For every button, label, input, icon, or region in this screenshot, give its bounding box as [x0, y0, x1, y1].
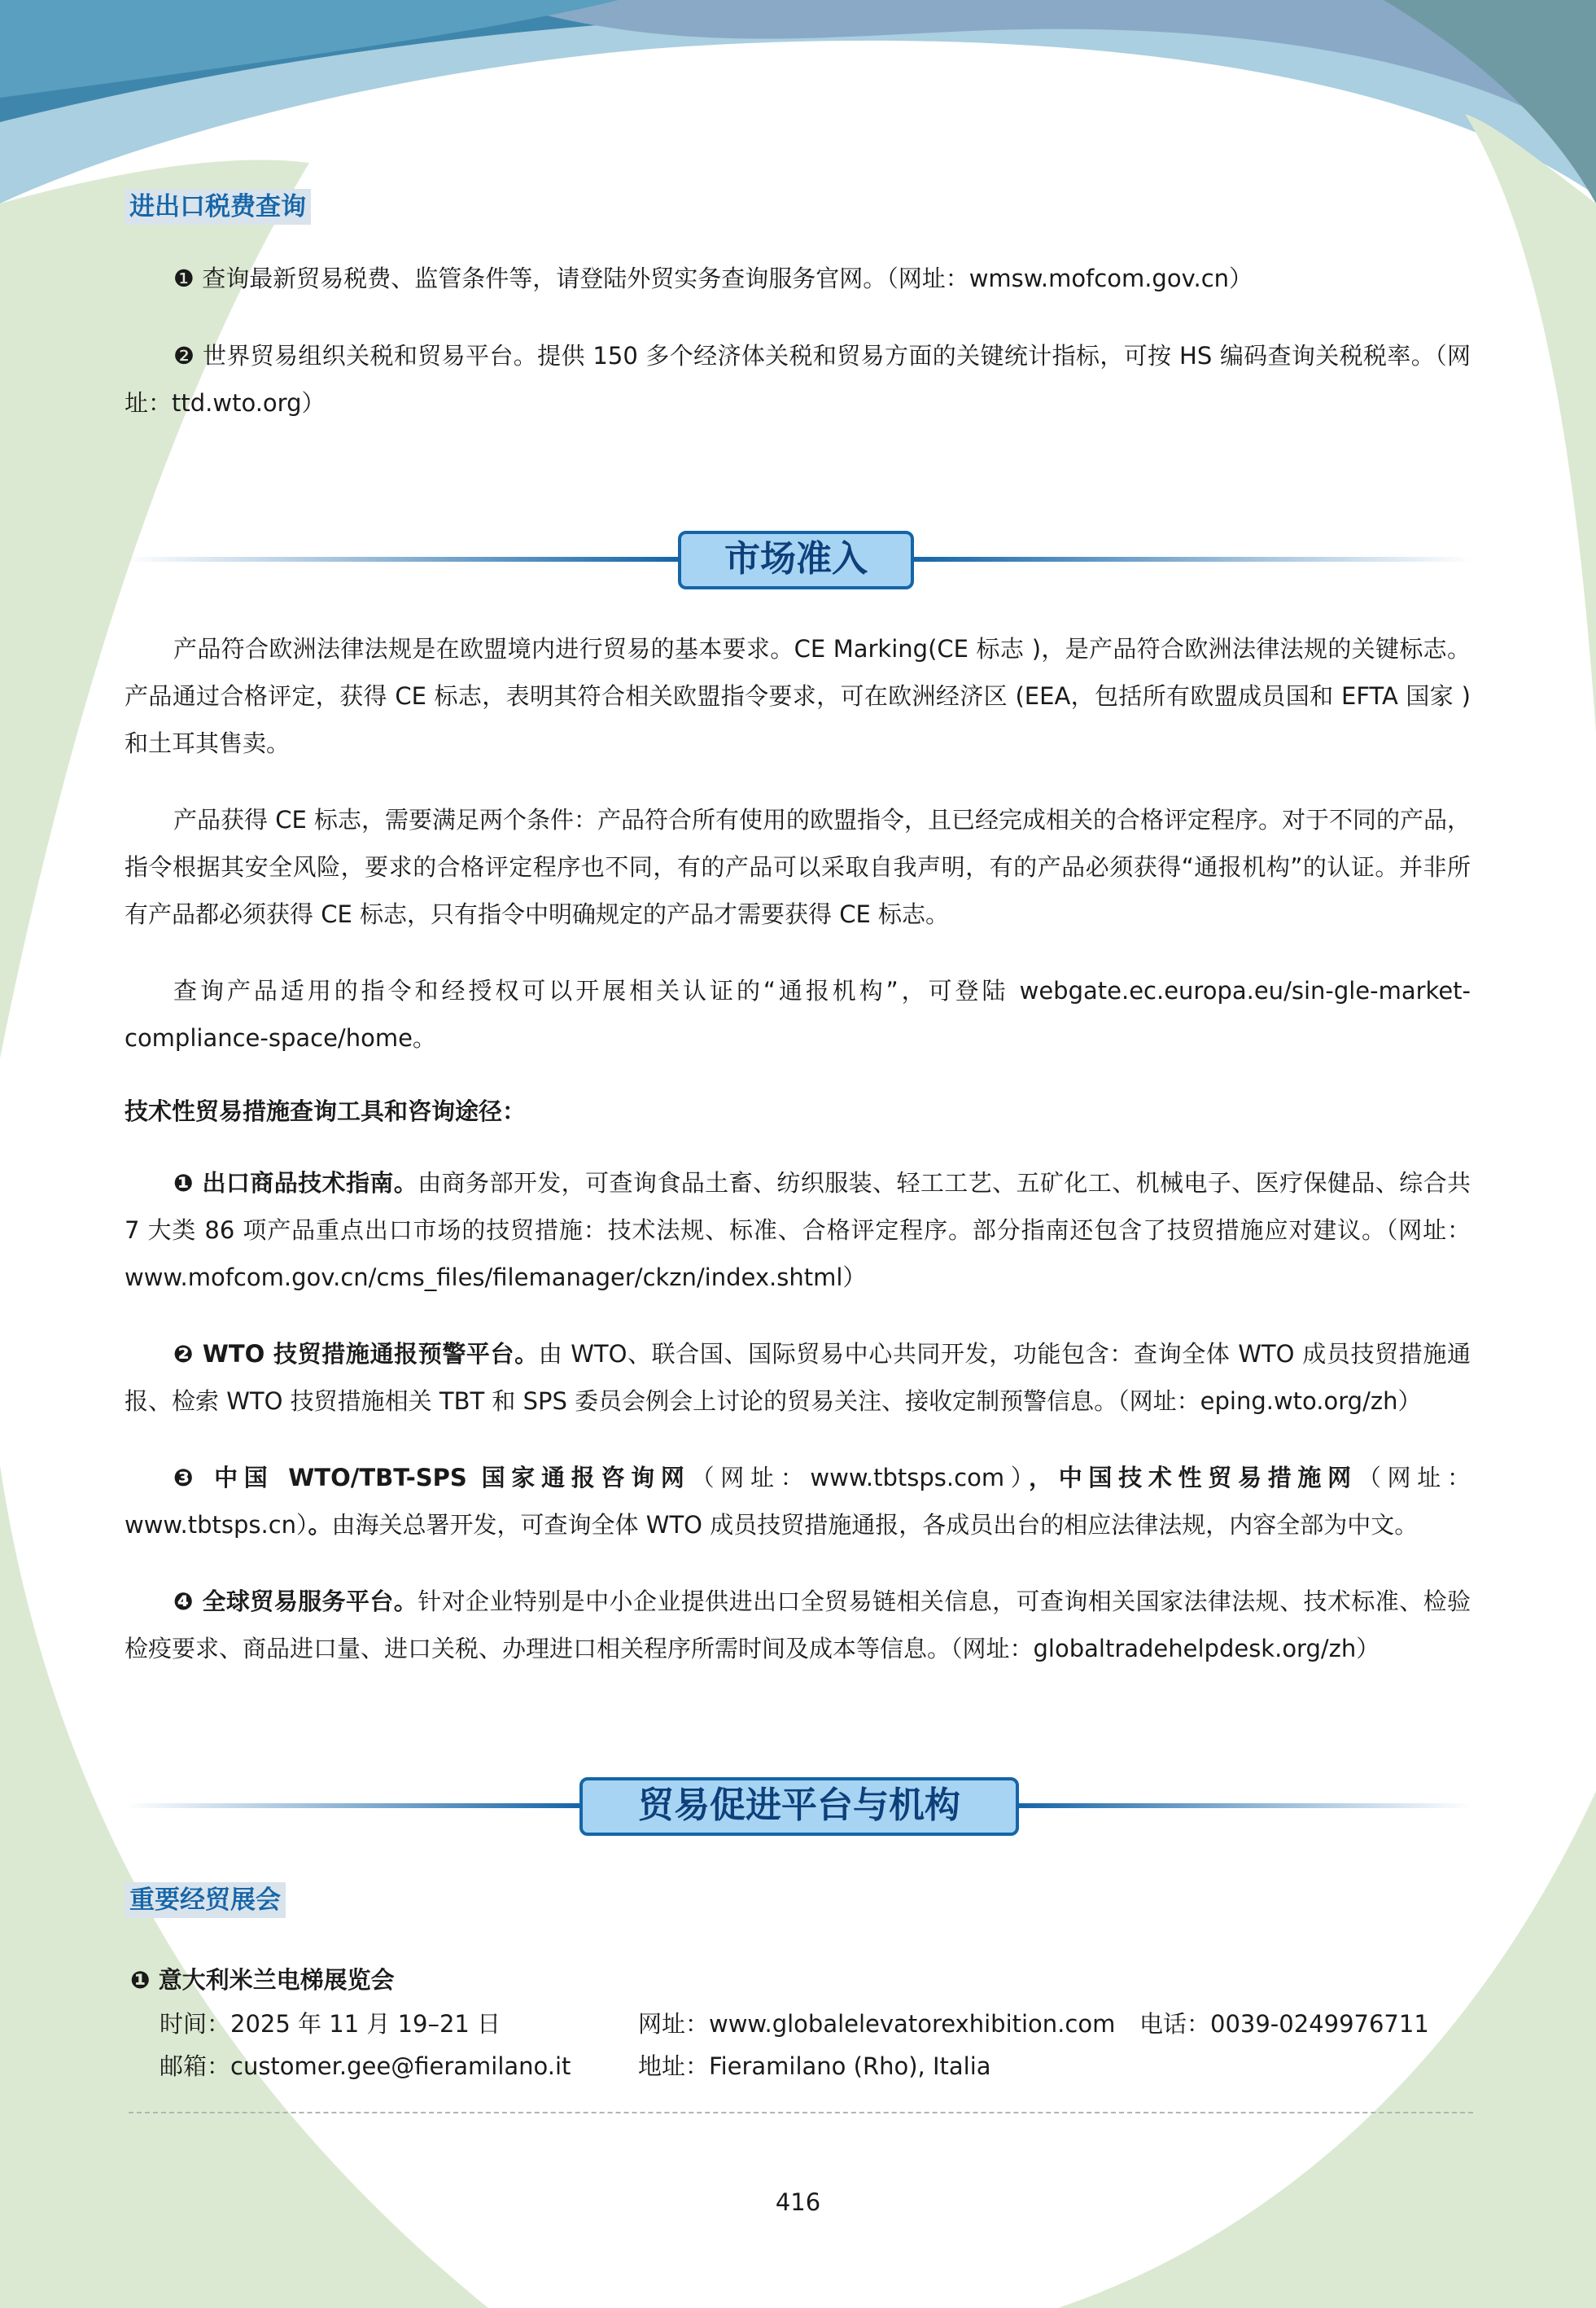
section-divider-left-2 [125, 1803, 580, 1808]
tax-subheading: 进出口税费查询 [125, 189, 311, 225]
tool-1-desc: 由商务部开发，可查询食品土畜、纺织服装、轻工工艺、五矿化工、机械电子、医疗保健品、综合共 7 大类 86 项产品重点出口市场的技贸措施：技术法规、标准、合格评定程序。部分指南还包含了技贸措施应对建议。（网址：www.mofcom.gov.cn/cms_files/filemanager/ckzn/index.shtml） [125, 1169, 1471, 1291]
tool-3-url-a: （网址：www.tbtsps.com） [690, 1464, 1029, 1491]
tool-3-title-a: ❸ 中国 WTO/TBT-SPS 国家通报咨询网 [173, 1464, 691, 1491]
tool-3-period: 。 [308, 1511, 332, 1539]
promo-section-title: 贸易促进平台与机构 [579, 1777, 1019, 1836]
market-paragraph-3: 查询产品适用的指令和经授权可以开展相关认证的“通报机构”，可登陆 webgate.ec.europa.eu/sin-gle-market-compliance-space/home。 [125, 977, 1471, 1052]
market-section-title: 市场准入 [678, 531, 914, 589]
tool-item-4 [125, 1578, 1471, 1672]
tool-3-title-b: ，中国技术性贸易措施网 [1029, 1464, 1358, 1491]
expo-name: ❶ 意大利米兰电梯展览会 [130, 1966, 395, 1994]
expo-subheading: 重要经贸展会 [125, 1882, 286, 1918]
tools-heading: 技术性贸易措施查询工具和咨询途径： [125, 1097, 527, 1125]
tax-item-2: ❷ 世界贸易组织关税和贸易平台。提供 150 多个经济体关税和贸易方面的关键统计指标，可按 HS 编码查询关税税率。（网址：ttd.wto.org） [125, 342, 1471, 417]
expo-dotted-divider [129, 2112, 1473, 2113]
tool-1-title: ❶ 出口商品技术指南。 [173, 1169, 418, 1197]
tool-2-title: ❷ WTO 技贸措施通报预警平台。 [173, 1340, 539, 1368]
market-paragraph-2: 产品获得 CE 标志，需要满足两个条件：产品符合所有使用的欧盟指令，且已经完成相关的合格评定程序。对于不同的产品，指令根据其安全风险，要求的合格评定程序也不同，有的产品可以采取自我声明，有的产品必须获得“通报机构”的认证。并非所有产品都必须获得 CE 标志，只有指令中明确规定的产品才需要获得 CE 标志。 [125, 806, 1471, 928]
expo-website: 网址：www.globalelevatorexhibition.com [638, 2010, 1116, 2038]
tool-3-url-b: （网址：www.tbtsps.cn） [125, 1464, 1471, 1539]
market-paragraph-1: 产品符合欧洲法律法规是在欧盟境内进行贸易的基本要求。CE Marking(CE 标志 )，是产品符合欧洲法律法规的关键标志。产品通过合格评定，获得 CE 标志，表明其符合相关欧盟指令要求，可在欧洲经济区 (EEA，包括所有欧盟成员国和 EFTA 国家 ) 和土耳其售卖。 [125, 635, 1471, 757]
tax-section [0, 0, 1596, 488]
tool-item-3 [125, 1454, 1471, 1548]
expo-time: 时间：2025 年 11 月 19–21 日 [160, 2010, 501, 2038]
tool-item-1 [125, 1159, 1471, 1301]
tax-item-1: ❶ 查询最新贸易税费、监管条件等，请登陆外贸实务查询服务官网。（网址：wmsw.mofcom.gov.cn） [173, 265, 1253, 292]
tool-4-title: ❹ 全球贸易服务平台。 [173, 1588, 418, 1615]
expo-address: 地址：Fieramilano (Rho), Italia [638, 2052, 991, 2080]
tool-item-2 [125, 1330, 1471, 1425]
tool-2-desc: 由 WTO、联合国、国际贸易中心共同开发，功能包含：查询全体 WTO 成员技贸措施通报、检索 WTO 技贸措施相关 TBT 和 SPS 委员会例会上讨论的贸易关注、接收定制预警信息。（网址：eping.wto.org/zh） [125, 1340, 1471, 1415]
section-divider-right-2 [1017, 1803, 1473, 1808]
section-divider-right [912, 557, 1473, 562]
tool-4-desc: 针对企业特别是中小企业提供进出口全贸易链相关信息，可查询相关国家法律法规、技术标准、检验检疫要求、商品进口量、进口关税、办理进口相关程序所需时间及成本等信息。（网址：globaltradehelpdesk.org/zh） [125, 1588, 1471, 1662]
expo-email: 邮箱：customer.gee@fieramilano.it [160, 2052, 571, 2080]
page-number: 416 [775, 2188, 821, 2216]
section-divider-left [125, 557, 678, 562]
tool-3-desc: 由海关总署开发，可查询全体 WTO 成员技贸措施通报，各成员出台的相应法律法规，内容全部为中文。 [331, 1511, 1419, 1539]
expo-phone: 电话：0039-0249976711 [1139, 2010, 1429, 2038]
